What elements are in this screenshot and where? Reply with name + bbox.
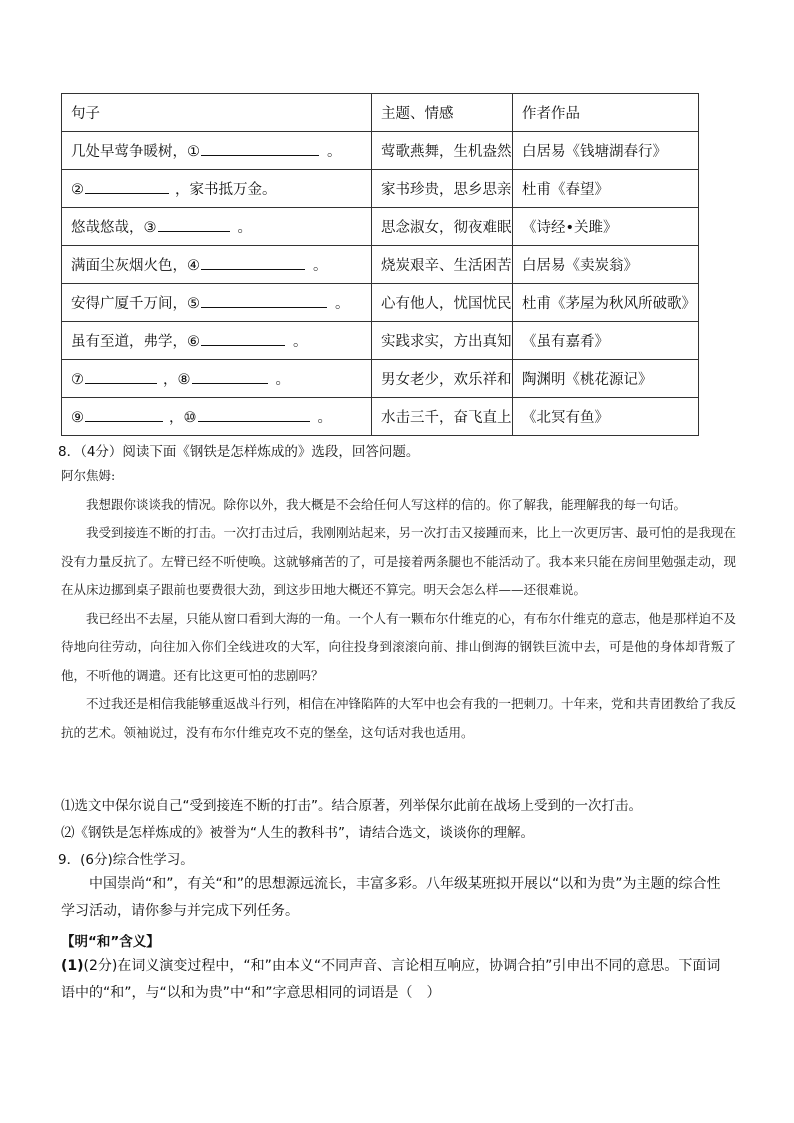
blank-number: ⑤	[187, 296, 200, 312]
question-9-sub-1	[61, 953, 734, 1007]
work-cell: 陶渊明《桃花源记》	[513, 360, 699, 398]
work-cell: 杜甫《春望》	[513, 170, 699, 208]
sentence-post: 。	[237, 220, 252, 236]
sentence-pre: 几处早莺争暖树，	[71, 144, 187, 160]
blank-number: ③	[143, 220, 157, 236]
letter-paragraph: 我想跟你谈谈我的情况。除你以外，我大概是不会给任何人写这样的信的。你了解我，能理解我的每一句话。	[86, 496, 687, 512]
answer-blank-2[interactable]	[85, 179, 169, 194]
sentence-cell	[62, 360, 372, 398]
table-row	[62, 398, 699, 436]
theme-cell: 实践求实，方出真知	[372, 322, 513, 360]
header-sentence: 句子	[62, 94, 372, 132]
poetry-table	[61, 93, 699, 436]
sentence-post: 。	[313, 258, 328, 274]
blank-number: ⑩	[183, 410, 197, 426]
sentence-post: 。	[317, 410, 332, 426]
sentence-post: 。	[293, 334, 308, 350]
header-work: 作者作品	[513, 94, 699, 132]
sentence-cell	[62, 132, 372, 170]
theme-cell: 男女老少，欢乐祥和	[372, 360, 513, 398]
blank-number: ②	[71, 182, 84, 198]
letter-paragraph: 不过我还是相信我能够重返战斗行列，相信在冲锋陷阵的大军中也会有我的一把刺刀。十年来，党和共青团教给了我反抗的艺术。领袖说过，没有布尔什维克攻不克的堡垒，这句话对我也适用。	[61, 696, 737, 740]
sentence-post: 。	[335, 296, 350, 312]
question-8-title: 8．（4分）阅读下面《钢铁是怎样炼成的》选段，回答问题。	[58, 444, 420, 460]
work-cell: 杜甫《茅屋为秋风所破歌》	[513, 284, 699, 322]
answer-blank-1[interactable]	[201, 141, 319, 156]
table-header-row	[62, 94, 699, 132]
sentence-post: 。	[275, 372, 290, 388]
answer-blank-7[interactable]	[85, 369, 157, 384]
header-theme: 主题、情感	[372, 94, 513, 132]
sentence-cell	[62, 208, 372, 246]
sentence-pre: 安得广厦千万间，	[71, 296, 187, 312]
table-row	[62, 284, 699, 322]
work-cell: 《虽有嘉肴》	[513, 322, 699, 360]
table-row	[62, 208, 699, 246]
answer-blank-8[interactable]	[192, 369, 268, 384]
theme-cell: 烧炭艰辛、生活困苦	[372, 246, 513, 284]
sentence-cell	[62, 284, 372, 322]
table-row	[62, 360, 699, 398]
letter-excerpt	[61, 462, 736, 747]
sentence-mid: ，	[169, 410, 184, 426]
sentence-pre: 虽有至道，弗学，	[71, 334, 187, 350]
sentence-cell	[62, 322, 372, 360]
theme-cell: 心有他人，忧国忧民	[372, 284, 513, 322]
work-cell: 《北冥有鱼》	[513, 398, 699, 436]
sentence-mid: ，	[163, 372, 178, 388]
question-9-sub-1-text: (2分)在词义演变过程中，“和”由本义“不同声音、言论相互响应，协调合拍”引申出不同的意思。下面词语中的“和”，与“以和为贵”中“和”字意思相同的词语是（ ）	[61, 958, 721, 1001]
theme-cell: 家书珍贵，思乡思亲	[372, 170, 513, 208]
theme-cell: 莺歌燕舞，生机盎然	[372, 132, 513, 170]
theme-cell: 水击三千，奋飞直上	[372, 398, 513, 436]
sentence-mid: ，家书抵万金。	[175, 182, 277, 198]
letter-salutation: 阿尔焦姆:	[61, 468, 116, 483]
blank-number: ①	[187, 144, 200, 160]
blank-number: ⑧	[177, 372, 191, 388]
answer-blank-9[interactable]	[85, 407, 163, 422]
theme-cell: 思念淑女，彻夜难眠	[372, 208, 513, 246]
blank-number: ④	[187, 258, 200, 274]
answer-blank-5[interactable]	[201, 293, 327, 308]
table-row	[62, 246, 699, 284]
work-cell: 白居易《钱塘湖春行》	[513, 132, 699, 170]
table-row	[62, 132, 699, 170]
answer-blank-10[interactable]	[198, 407, 310, 422]
blank-number: ⑨	[71, 410, 84, 426]
sentence-cell	[62, 246, 372, 284]
question-8-sub-2: ⑵《钢铁是怎样炼成的》被誉为“人生的教科书”，请结合选文，谈谈你的理解。	[61, 825, 534, 841]
letter-paragraph: 我受到接连不断的打击。一次打击过后，我刚刚站起来，另一次打击又接踵而来，比上一次更厉害、最可怕的是我现在没有力量反抗了。左臂已经不听使唤。这就够痛苦的了，可是接着两条腿也不能活动了。我本来只能在房间里勉强走动，现在从床边挪到桌子跟前也要费很大劲，到这步田地大概还不算完。明天会怎么样——还很难说。	[61, 525, 737, 597]
answer-blank-3[interactable]	[158, 217, 230, 232]
blank-number: ⑦	[71, 372, 84, 388]
question-8-sub-1: ⑴选文中保尔说自己“受到接连不断的打击”。结合原著，列举保尔此前在战场上受到的一次打击。	[61, 798, 642, 814]
answer-blank-6[interactable]	[201, 331, 285, 346]
sentence-post: 。	[327, 144, 342, 160]
question-9-title: 9．(6分)综合性学习。	[58, 852, 194, 868]
work-cell: 《诗经•关雎》	[513, 208, 699, 246]
letter-paragraph: 我已经出不去屋，只能从窗口看到大海的一角。一个人有一颗布尔什维克的心，有布尔什维克的意志，他是那样迫不及待地向往劳动，向往加入你们全线进攻的大军，向往投身到滚滚向前、排山倒海的钢铁巨流中去，可是他的身体却背叛了他，不听他的调遣。还有比这更可怕的悲剧吗？	[61, 610, 737, 683]
table-row	[62, 322, 699, 360]
answer-blank-4[interactable]	[201, 255, 305, 270]
sentence-cell	[62, 398, 372, 436]
blank-number: ⑥	[187, 334, 200, 350]
sentence-pre: 悠哉悠哉，	[71, 220, 144, 236]
question-9-intro-text: 中国崇尚“和”，有关“和”的思想源远流长，丰富多彩。八年级某班拟开展以“以和为贵”为主题的综合性学习活动，请你参与并完成下列任务。	[61, 876, 721, 919]
table-row	[62, 170, 699, 208]
work-cell: 白居易《卖炭翁》	[513, 246, 699, 284]
question-9-sub-1-label: (1)	[61, 958, 84, 974]
sentence-cell	[62, 170, 372, 208]
section-heading: 【明“和”含义】	[61, 934, 160, 950]
sentence-pre: 满面尘灰烟火色，	[71, 258, 187, 274]
question-9-intro	[61, 871, 734, 925]
